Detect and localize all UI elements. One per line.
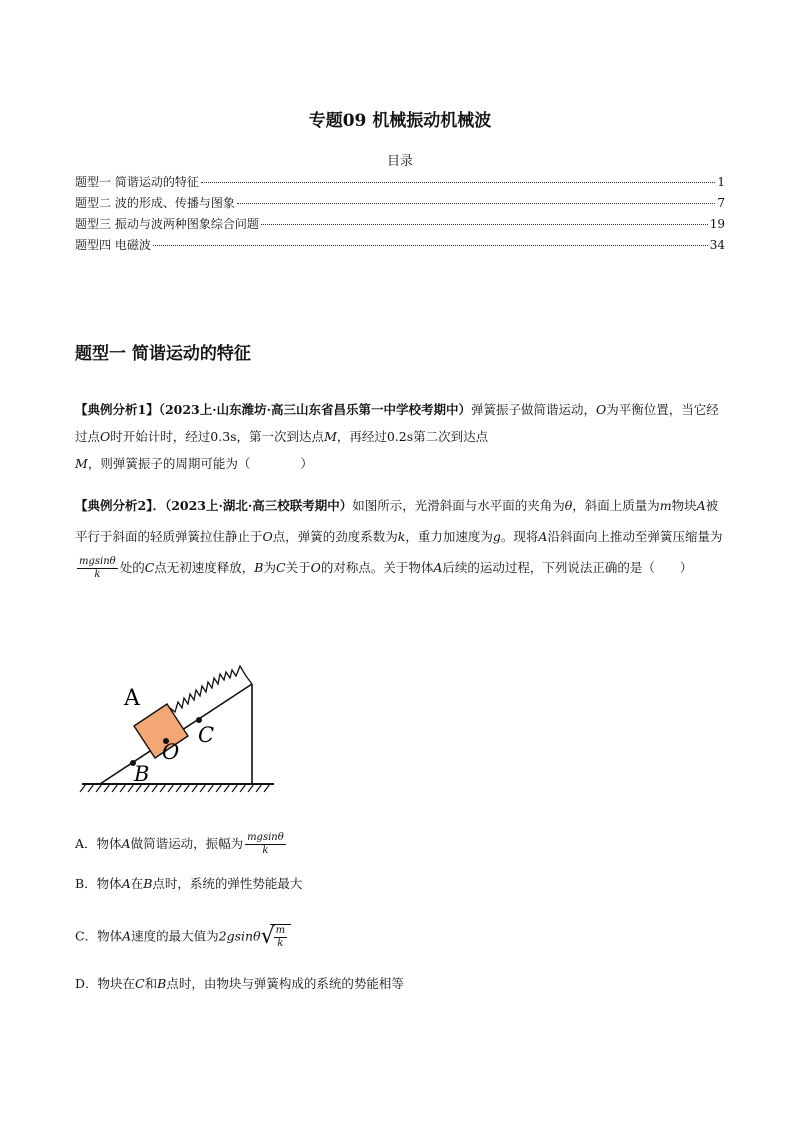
- var-O: O: [595, 402, 607, 417]
- option-B[interactable]: [75, 874, 725, 894]
- example-1-text: ，再经过0.2s第二次到达点: [336, 429, 489, 444]
- var-A: A: [122, 928, 132, 944]
- example-2-text: 点无初速度释放，: [154, 560, 255, 575]
- example-2-source: （2023上·湖北·高三校联考期中）: [164, 498, 353, 513]
- label-A: A: [124, 686, 140, 711]
- example-2-text: 为: [263, 560, 276, 575]
- example-2-text: ，斜面上质量为: [572, 498, 660, 513]
- toc-heading: 目录: [386, 154, 413, 169]
- example-2-text: 后续的运动过程，下列说法正确的是（ ）: [442, 560, 693, 575]
- toc-entry-label: 题型三 振动与波两种图象综合问题: [75, 217, 259, 231]
- label-O: O: [162, 740, 180, 764]
- example-2-text: 如图所示，光滑斜面与水平面的夹角为: [352, 498, 565, 513]
- label-C: C: [198, 723, 215, 747]
- fraction-numerator: m: [275, 925, 286, 936]
- var-A: A: [538, 529, 548, 544]
- toc-leader-dots: [237, 203, 716, 204]
- toc-entry-label: 题型四 电磁波: [75, 238, 151, 252]
- example-1-text: 弹簧振子做简谐运动，: [470, 402, 596, 417]
- option-text: 速度的最大值为: [131, 928, 219, 944]
- toc-entry[interactable]: [75, 215, 725, 236]
- var-C: C: [135, 976, 145, 991]
- var-B: B: [254, 560, 264, 575]
- var-M: M: [324, 429, 337, 444]
- var-C: C: [276, 560, 286, 575]
- example-2-paragraph: [75, 490, 725, 583]
- option-text: B．物体: [75, 876, 122, 891]
- var-B: B: [157, 976, 167, 991]
- example-1-text: 时开始计时，经过0.3s，第一次到达点: [110, 429, 325, 444]
- incline-figure: [78, 650, 278, 800]
- ground-hatching: [80, 784, 270, 792]
- option-text: 点时，由物块与弹簧构成的系统的势能相等: [166, 976, 404, 991]
- block-A: [134, 704, 188, 758]
- label-B: B: [134, 762, 150, 786]
- toc-leader-dots: [261, 224, 708, 225]
- var-A: A: [121, 876, 131, 891]
- toc-entry-page: 7: [717, 196, 725, 210]
- example-2-text: 被平行于斜面的轻质弹簧拉住静止于: [75, 498, 719, 544]
- example-2-text: 沿斜面向上推动至弹簧压缩量为: [547, 529, 723, 544]
- example-1-text: 为平衡位置，当它经过点: [75, 402, 719, 444]
- fraction-m-over-k: [274, 925, 287, 950]
- example-2-text: 点，弹簧的劲度系数为: [272, 529, 398, 544]
- var-O: O: [262, 529, 273, 544]
- example-2-text: ，重力加速度为: [405, 529, 493, 544]
- example-2-text: 。现将: [500, 529, 539, 544]
- example-2-tag: 【典例分析2】．: [75, 498, 165, 513]
- var-C: C: [144, 560, 155, 575]
- toc-entry-page: 1: [717, 175, 725, 189]
- toc-entry[interactable]: [75, 173, 725, 194]
- option-text: 在: [130, 876, 144, 891]
- radical-sign: √: [260, 924, 275, 949]
- option-C[interactable]: [75, 924, 725, 950]
- example-1-text: ，则弹簧振子的周期可能为（ ）: [87, 456, 313, 471]
- fraction-compression: [77, 556, 118, 581]
- toc-entry-label: 题型一 简谐运动的特征: [75, 175, 199, 189]
- toc-leader-dots: [201, 182, 716, 183]
- max-speed-coefficient: 2gsinθ: [218, 928, 261, 944]
- var-A: A: [121, 836, 131, 851]
- example-1-source: （2023上·山东潍坊·高三山东省昌乐第一中学校考期中）: [158, 402, 471, 417]
- var-m: m: [659, 498, 672, 513]
- square-root: [261, 924, 291, 950]
- fraction-numerator: mgsinθ: [247, 832, 284, 843]
- option-text: D．物块在: [75, 976, 136, 991]
- example-1-paragraph: [75, 396, 725, 477]
- section-heading: 题型一 简谐运动的特征: [75, 344, 251, 364]
- table-of-contents: [75, 173, 725, 257]
- var-O: O: [100, 429, 111, 444]
- fraction-denominator: k: [277, 938, 284, 949]
- toc-entry-page: 34: [709, 238, 725, 252]
- var-A: A: [433, 560, 443, 575]
- option-text: 和: [144, 976, 158, 991]
- option-text: A．物体: [75, 836, 122, 851]
- option-A[interactable]: [75, 832, 725, 857]
- document-title: 专题09 机械振动机械波: [308, 111, 492, 131]
- option-text: 点时，系统的弹性势能最大: [152, 876, 303, 891]
- example-1-tag: 【典例分析1】: [75, 402, 159, 417]
- toc-entry-page: 19: [709, 217, 725, 231]
- var-g: g: [492, 529, 501, 544]
- option-text: 做简谐运动，振幅为: [130, 836, 244, 851]
- toc-entry[interactable]: [75, 236, 725, 257]
- option-D[interactable]: [75, 974, 725, 994]
- var-theta: θ: [564, 498, 573, 513]
- example-2-text: 物块: [671, 498, 697, 513]
- var-M: M: [75, 456, 88, 471]
- spring: [170, 666, 252, 712]
- example-2-text: 关于: [285, 560, 311, 575]
- fraction-denominator: k: [94, 569, 101, 580]
- var-k: k: [397, 529, 406, 544]
- var-B: B: [143, 876, 153, 891]
- option-text: C．物体: [75, 928, 123, 944]
- fraction-numerator: mgsinθ: [79, 556, 116, 567]
- fraction-denominator: k: [262, 845, 269, 856]
- var-O: O: [310, 560, 321, 575]
- fraction-amplitude: [245, 832, 286, 857]
- toc-entry[interactable]: [75, 194, 725, 215]
- var-A: A: [696, 498, 706, 513]
- toc-entry-label: 题型二 波的形成、传播与图象: [75, 196, 235, 210]
- example-2-text: 的对称点。关于物体: [320, 560, 434, 575]
- toc-leader-dots: [153, 245, 708, 246]
- example-2-text: 处的: [119, 560, 145, 575]
